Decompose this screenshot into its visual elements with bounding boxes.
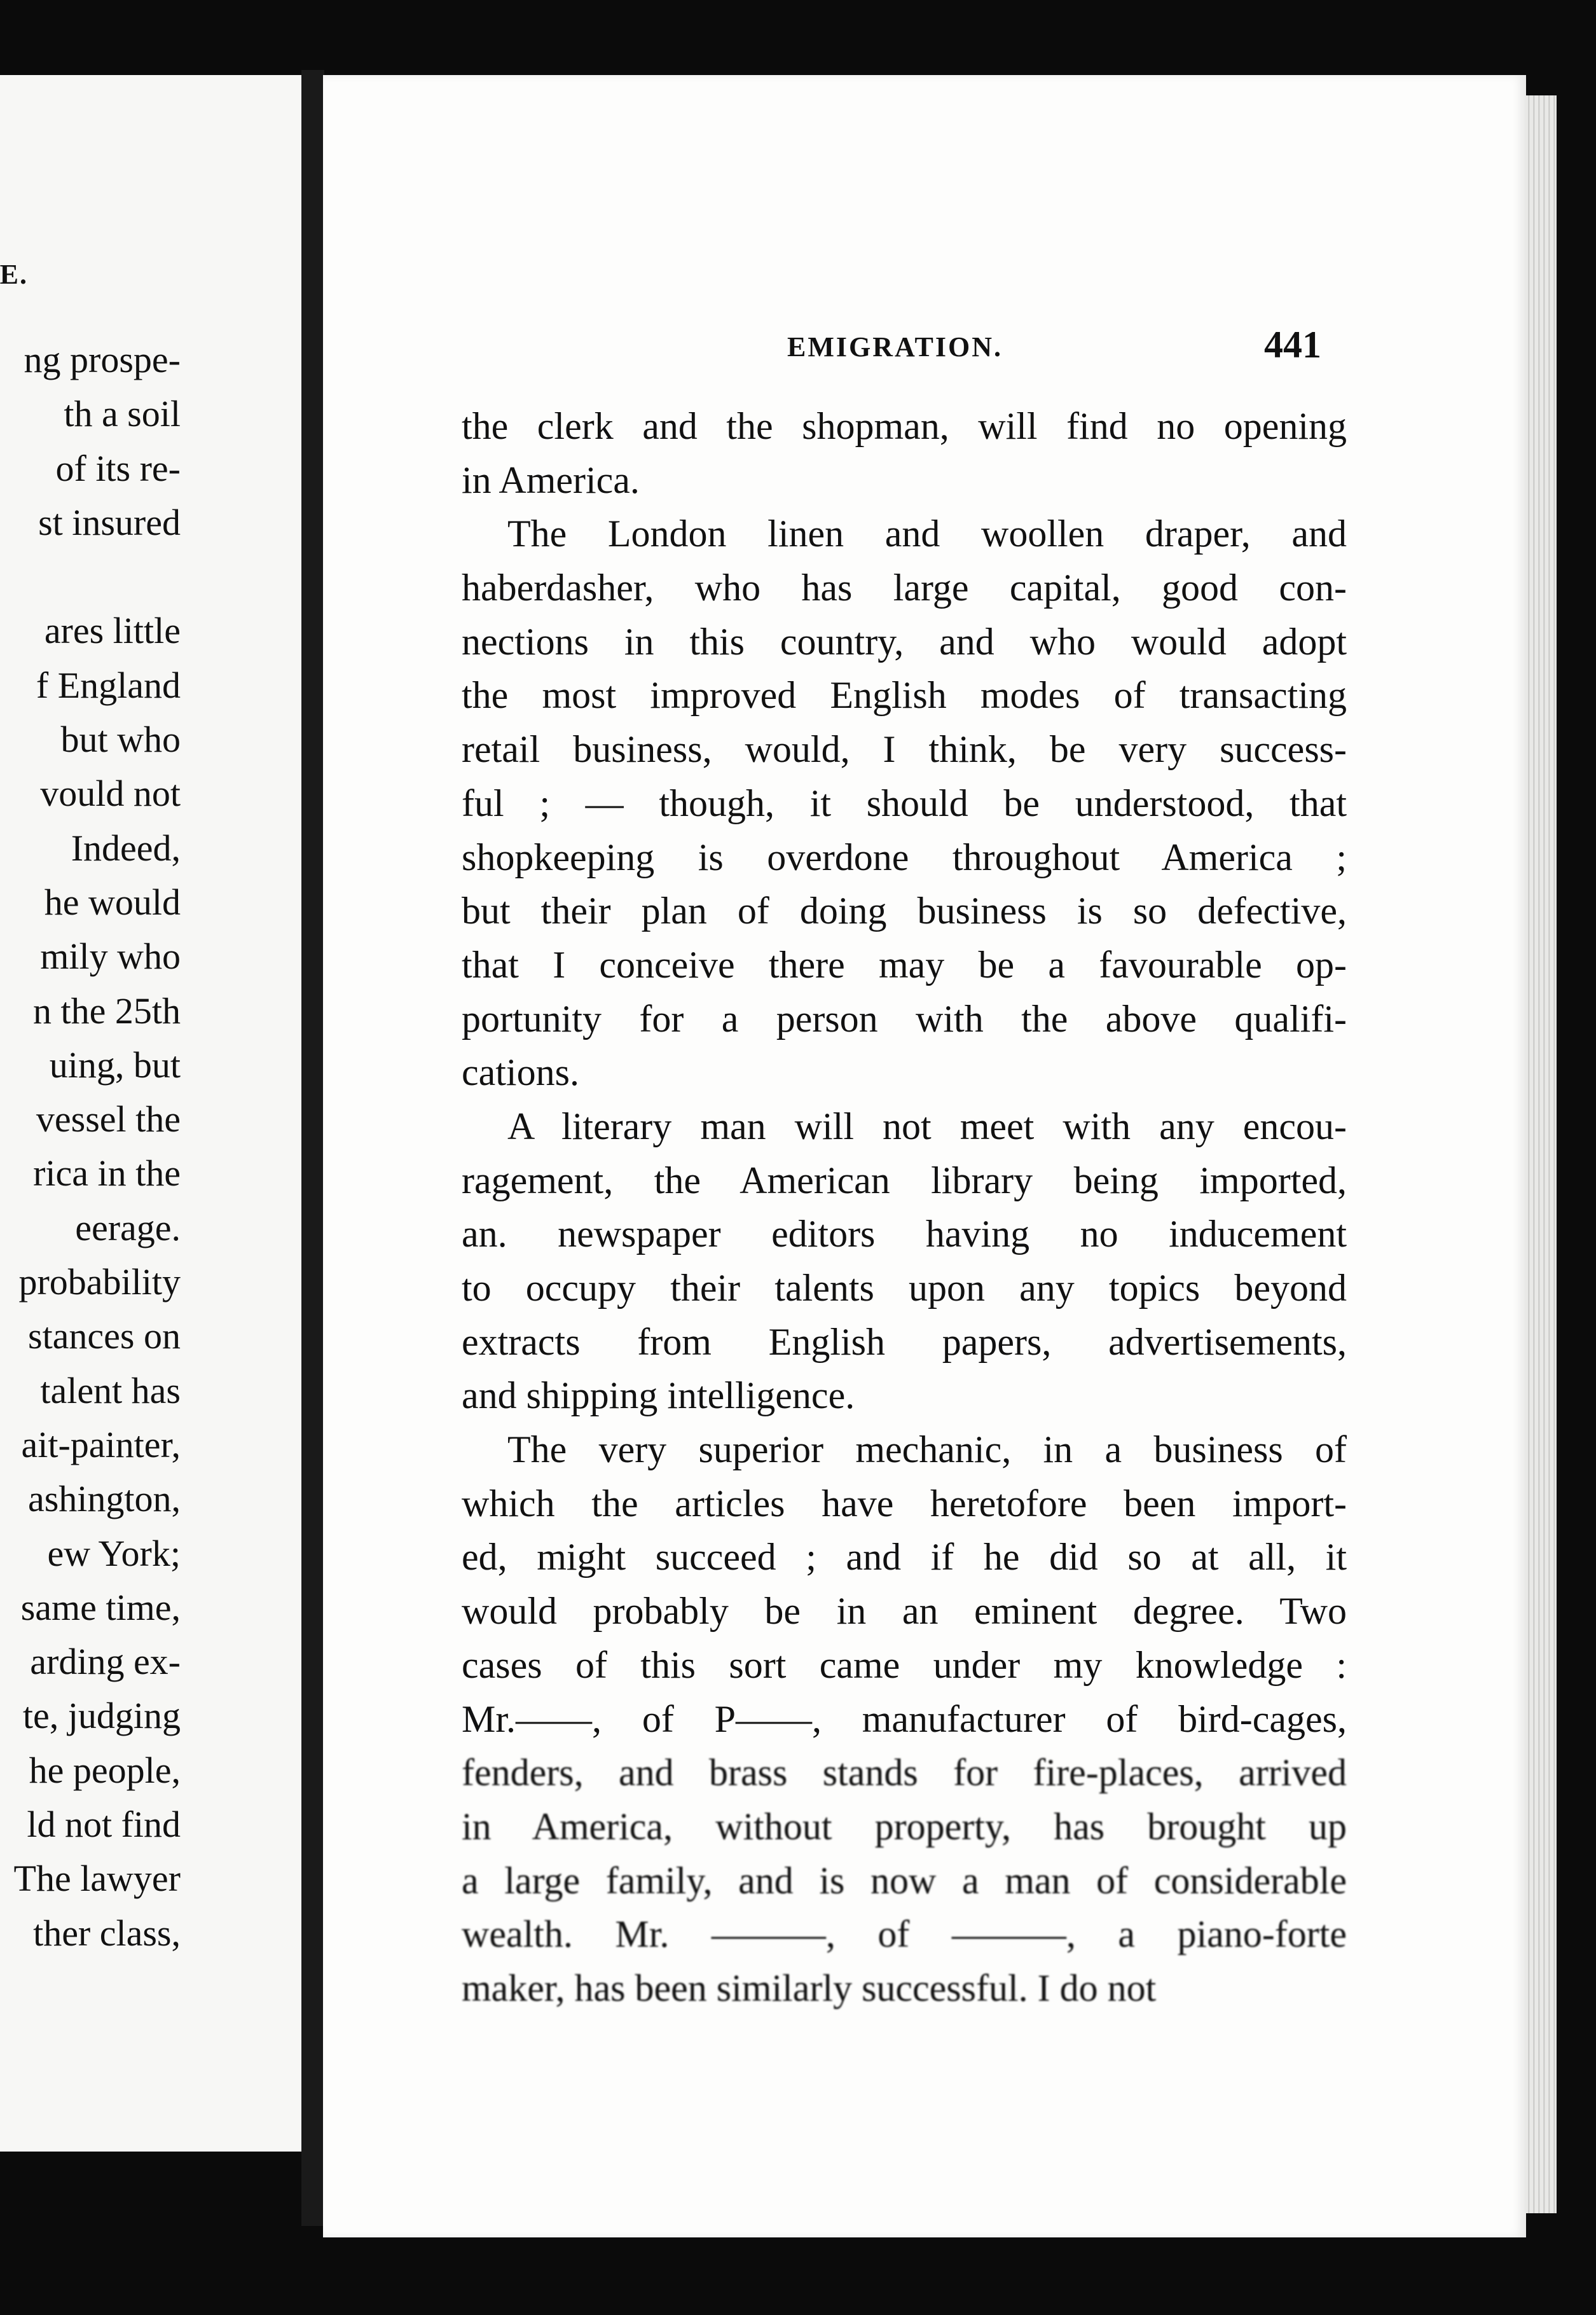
- left-page-line: th a soil: [64, 393, 181, 435]
- left-page-line: vessel the: [36, 1098, 181, 1140]
- text-line: in America.: [462, 459, 640, 501]
- text-line: to occupy their talents upon any topics beyond: [462, 1267, 1347, 1309]
- text-line: a large family, and is now a man of considerable: [462, 1859, 1347, 1902]
- paragraph: [462, 1100, 1347, 1423]
- left-page-line: ther class,: [33, 1912, 181, 1954]
- left-page-line: same time,: [20, 1586, 181, 1628]
- left-page-line: probability: [18, 1261, 181, 1303]
- text-line: the most improved English modes of transacting: [462, 674, 1347, 717]
- text-line: which the articles have heretofore been import-: [462, 1482, 1347, 1524]
- text-line: A literary man will not meet with any encou-: [507, 1105, 1347, 1147]
- left-page-text: [14, 333, 181, 1960]
- left-page-line: n the 25th: [33, 990, 181, 1032]
- text-line: maker, has been similarly successful. I do not: [462, 1966, 1157, 2009]
- text-line: in America, without property, has brought up: [462, 1805, 1347, 1848]
- left-page-line: ng prospe-: [24, 339, 181, 380]
- left-page-line: but who: [60, 719, 181, 761]
- left-page-line: vould not: [40, 773, 181, 815]
- left-page-line: st insured: [38, 501, 181, 543]
- left-page-line: ares little: [44, 610, 181, 652]
- text-line: shopkeeping is overdone throughout America ;: [462, 836, 1347, 878]
- left-page-line: ait-painter,: [21, 1423, 181, 1465]
- paragraph: [462, 1423, 1347, 2015]
- page-number: 441: [1264, 324, 1321, 366]
- left-page-line: ew York;: [47, 1532, 181, 1574]
- text-line: ed, might succeed ; and if he did so at all, it: [462, 1536, 1347, 1579]
- text-line: would probably be in an eminent degree. Two: [462, 1590, 1347, 1633]
- left-page-line: stances on: [28, 1315, 181, 1357]
- left-page-line: eerage.: [75, 1206, 181, 1248]
- left-page-line: The lawyer: [13, 1858, 181, 1900]
- left-page-line: [14, 549, 181, 604]
- text-line: the clerk and the shopman, will find no opening: [462, 405, 1347, 447]
- left-page-line: uing, but: [49, 1044, 181, 1086]
- text-line: wealth. Mr. ———, of ———, a piano-forte: [462, 1913, 1347, 1956]
- text-line: ragement, the American library being imported,: [462, 1159, 1347, 1201]
- left-page-line: Indeed,: [71, 827, 181, 869]
- text-line: nections in this country, and who would adopt: [462, 620, 1347, 663]
- text-line: that I conceive there may be a favourable op-: [462, 943, 1347, 986]
- paragraph: [462, 507, 1347, 1100]
- left-page-line: he people,: [29, 1749, 181, 1791]
- page-edges: [1525, 95, 1557, 2213]
- left-page-line: mily who: [40, 936, 181, 978]
- text-line: an. newspaper editors having no inducement: [462, 1213, 1347, 1255]
- left-page-line: f England: [36, 664, 181, 706]
- text-line: The very superior mechanic, in a business of: [507, 1428, 1347, 1471]
- left-page-line: arding ex-: [30, 1641, 181, 1683]
- right-page: [323, 75, 1526, 2237]
- text-line: fenders, and brass stands for fire-places, arrived: [462, 1752, 1347, 1794]
- text-line: The London linen and woollen draper, and: [507, 513, 1347, 555]
- left-page-line: te, judging: [22, 1695, 181, 1737]
- running-head: [323, 323, 1526, 374]
- left-facing-page: [0, 75, 303, 2152]
- text-line: and shipping intelligence.: [462, 1374, 855, 1417]
- left-running-head: E.: [0, 259, 28, 290]
- book-gutter: [301, 70, 324, 2226]
- left-page-line: he would: [44, 881, 181, 923]
- text-line: extracts from English papers, advertisements,: [462, 1320, 1347, 1363]
- left-page-line: ld not find: [27, 1804, 181, 1846]
- text-line: cations.: [462, 1051, 579, 1094]
- left-page-line: rica in the: [33, 1152, 181, 1194]
- body-text: [462, 399, 1347, 2015]
- left-page-line: ashington,: [27, 1478, 181, 1520]
- text-line: but their plan of doing business is so defective,: [462, 890, 1347, 932]
- left-page-line: talent has: [40, 1369, 181, 1411]
- text-line: cases of this sort came under my knowledge :: [462, 1643, 1347, 1686]
- paragraph: [462, 399, 1347, 507]
- text-line: portunity for a person with the above qualifi-: [462, 997, 1347, 1040]
- text-line: ful ; — though, it should be understood, that: [462, 782, 1347, 824]
- running-title: EMIGRATION.: [787, 331, 1003, 363]
- left-page-line: of its re-: [55, 447, 181, 489]
- text-line: haberdasher, who has large capital, good con-: [462, 567, 1347, 609]
- text-line: retail business, would, I think, be very success-: [462, 728, 1347, 771]
- text-line: Mr.——, of P——, manufacturer of bird-cages,: [462, 1697, 1347, 1740]
